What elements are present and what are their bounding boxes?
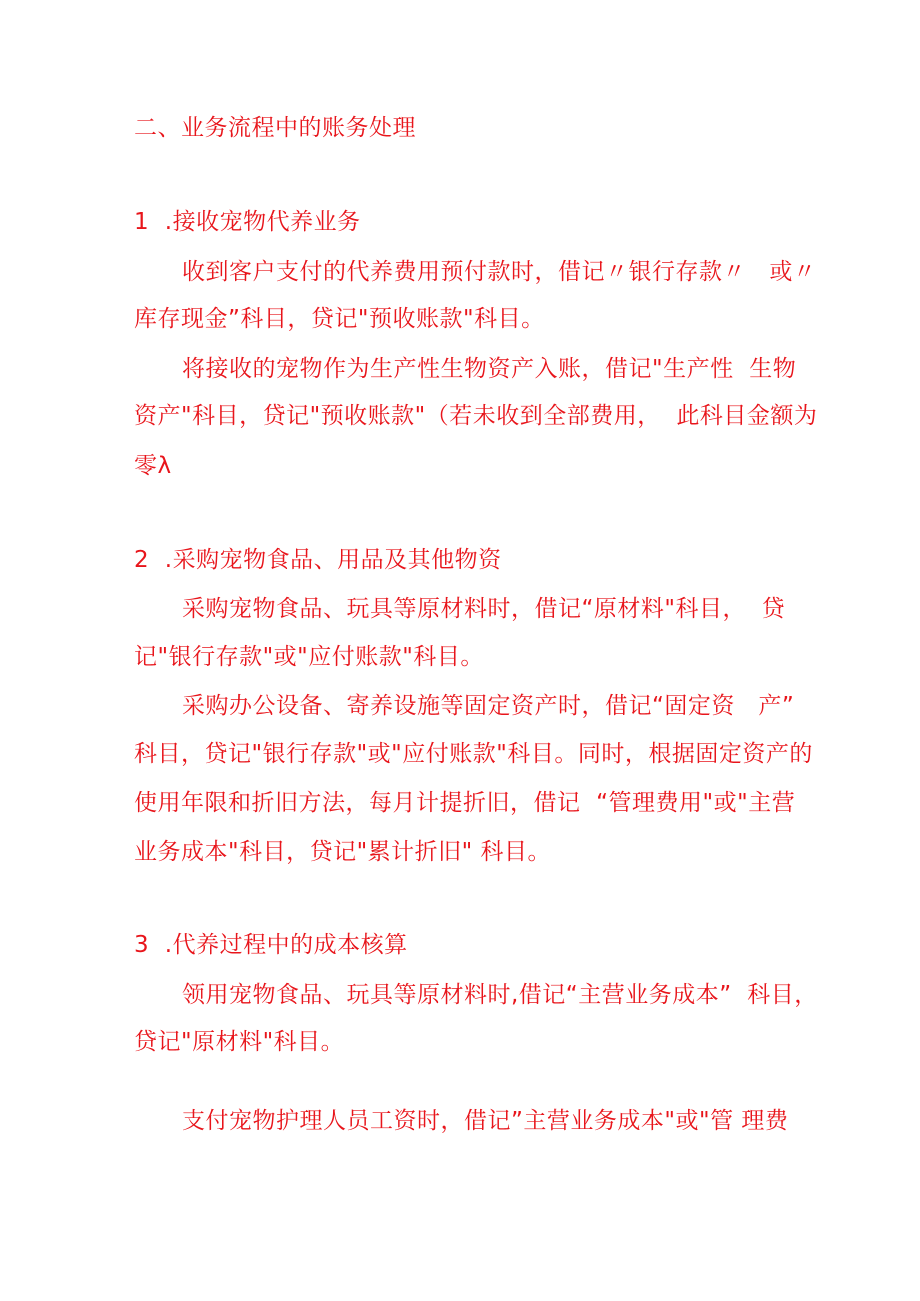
paragraph-line: 零λ — [134, 453, 172, 479]
paragraph-line: 资产"科目，贷记"预收账款"（若未收到全部费用， 此科目金额为 — [134, 403, 818, 429]
subsection-heading-1: 1 .接收宠物代养业务 — [134, 209, 361, 235]
paragraph-line: 采购宠物食品、玩具等原材料时，借记“原材料"科目， 贷 — [182, 596, 786, 622]
paragraph-line: 采购办公设备、寄养设施等固定资产时，借记“固定资 产” — [182, 693, 795, 719]
paragraph-line: 贷记"原材料"科目。 — [134, 1029, 345, 1055]
subsection-heading-3: 3 .代养过程中的成本核算 — [134, 932, 408, 958]
paragraph-line: 科目，贷记"银行存款"或"应付账款"科目。同时，根据固定资产的 — [134, 741, 813, 767]
subsection-heading-2: 2 .采购宠物食品、用品及其他物资 — [134, 547, 502, 573]
paragraph-line: 使用年限和折旧方法，每月计提折旧，借记 “管理费用"或"主营 — [134, 790, 796, 816]
paragraph-line: 业务成本"科目，贷记"累计折旧" 科目。 — [134, 839, 552, 865]
section-title: 二、业务流程中的账务处理 — [134, 115, 416, 141]
paragraph-line: 收到客户支付的代养费用预付款时，借记〃银行存款〃 或〃 — [182, 259, 817, 285]
paragraph-line: 支付宠物护理人员工资时，借记”主营业务成本"或"管 理费 — [182, 1108, 789, 1134]
paragraph-line: 库存现金”科目，贷记"预收账款"科目。 — [134, 306, 545, 332]
paragraph-line: 领用宠物食品、玩具等原材料时,借记“主营业务成本” 科目， — [182, 982, 818, 1008]
paragraph-line: 记"银行存款"或"应付账款"科目。 — [134, 644, 484, 670]
paragraph-line: 将接收的宠物作为生产性生物资产入账，借记"生产性 生物 — [182, 356, 797, 382]
